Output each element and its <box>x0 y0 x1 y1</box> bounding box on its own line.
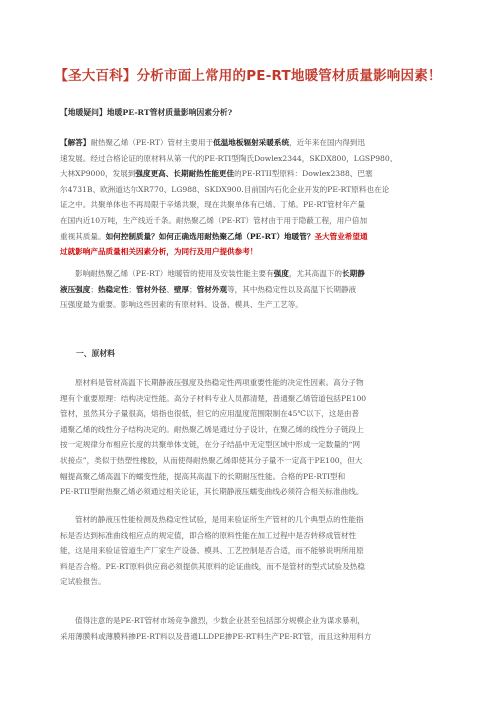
emphasis-text: 壁厚 <box>173 284 190 294</box>
influence-paragraph <box>60 266 437 282</box>
test-line: 定试验报告。 <box>60 577 106 587</box>
test-line: 标是否达到标准曲线相应点的规定值，即合格的原料性能在加工过程中是否转移成管材性 <box>60 530 357 540</box>
raw-line: 状接点”，类似于热塑性橡胶，从而使得耐热聚乙烯即使其分子量不一定高于PE100，但大 <box>60 455 363 465</box>
text-run: 耐热聚乙烯（PE-RT）管材主要用于 <box>90 138 214 147</box>
raw-line: PE-RTII型耐热聚乙烯必须通过相关论证，其长期静液压蠕变曲线必须符合相关标准曲线。 <box>60 487 364 497</box>
emphasis-text: 低温地板辐射采暖系统 <box>213 138 290 147</box>
answer-paragraph <box>60 135 437 260</box>
answer-line: 尔4731B、欧洲道达尔XR770、LG988、SKDX900.目前国内石化企业开发的PE-RT原料也在论 <box>60 184 390 194</box>
raw-line: 理有个重要原理：结构决定性能。高分子材料专业人员都清楚，普通聚乙烯管道包括PE100 <box>60 393 367 403</box>
text-run: 的PE-RTII型原料：Dowlex2388、巴塞 <box>234 169 373 179</box>
text-run: 重视其质量。 <box>60 231 106 241</box>
emphasis-text: 如何控制质量？如何正确选用耐热聚乙烯（PE-RT）地暖管？ <box>105 231 315 241</box>
highlight-text: 圣大管业希望通 <box>314 231 368 241</box>
answer-line: 在国内近10万吨，生产线近千条。耐热聚乙烯（PE-RT）管材由于用于隐蔽工程，用户倍加 <box>60 215 368 225</box>
text-run: 大林XP9000，发展到 <box>60 169 136 179</box>
emphasis-text: 强度更高、长期耐热性能更佳 <box>135 169 235 179</box>
influence-line <box>60 266 437 282</box>
raw-line: 原材料是管材高温下长期静液压强度及热稳定性两项重要性能的决定性因素。高分子物 <box>75 378 364 387</box>
influence-line: 压强度最为重要。影响这些因素的有原材料、设备、模具、生产工艺等。 <box>60 300 303 310</box>
influence-line <box>60 282 437 298</box>
text-run: 等，其中热稳定性以及高温下长期静液 <box>227 284 357 294</box>
raw-line: 按一定规律分布相应长度的共聚单体支链，在分子结晶中无定型区域中形成一定数量的“网 <box>60 440 361 450</box>
emphasis-text: 液压强度 <box>60 284 91 294</box>
answer-line: 过就影响产品质量相关因素分析，为同行及用户提供参考！ <box>60 247 258 257</box>
page-title: 【圣大百科】分析市面上常用的PE-RT地暖管材质量影响因素！ <box>54 68 442 84</box>
text-run: 影响耐热聚乙烯（PE-RT）地暖管的使用及安装性能主要有 <box>75 269 274 278</box>
text-run: ，尤其高温下的 <box>288 269 343 278</box>
raw-line: 幅提高聚乙烯高温下的蠕变性能，提高其高温下的长期耐压性能。合格的PE-RTI型和 <box>60 471 346 481</box>
answer-line: 速发展。经过合格论证的原材料从第一代的PE-RTI型陶氏Dowlex2344，SKDX800，LGSP980、 <box>60 153 398 163</box>
note-paragraph <box>60 613 437 644</box>
testing-paragraph <box>60 512 437 590</box>
answer-label: 【解答】 <box>60 138 91 147</box>
emphasis-text: 管材外观 <box>196 284 228 294</box>
answer-line <box>60 229 437 245</box>
test-line: 能，这是用来验证管道生产厂家生产设备、模具、工艺控制是否合适，而不能够说明所用原 <box>60 546 364 556</box>
text-run: ； <box>189 284 197 294</box>
note-line: 值得注意的是PE-RT管材市场竞争激烈，少数企业甚至包括部分规模企业为谋求暴利， <box>75 616 365 625</box>
emphasis-text: 热稳定性 <box>97 284 129 294</box>
raw-line: 通聚乙烯的线性分子结构决定的。耐热聚乙烯是通过分子设计，在聚乙烯的线性分子链段上 <box>60 424 364 434</box>
emphasis-text: 长期静 <box>342 269 365 278</box>
raw-line: 管材，虽然其分子量很高，熔指也很低，但它的应用温度范围限制在45℃以下，这是由普 <box>60 409 360 419</box>
emphasis-text: 强度 <box>273 269 289 278</box>
text-run: ； <box>90 284 98 294</box>
text-run: ，近年来在国内得到迅 <box>289 138 365 147</box>
section-heading-raw-material: 一、原材料 <box>76 349 115 358</box>
emphasis-text: 管材外径 <box>135 284 167 294</box>
note-line: 采用薄膜料或薄膜料掺PE-RT料以及普通LLDPE掺PE-RT料生产PE-RT管，而且这种用料方 <box>60 631 372 641</box>
text-run: 、 <box>166 284 174 294</box>
text-run: ； <box>128 284 136 294</box>
test-line: 管材的静液压性能检测及热稳定性试验，是用来验证所生产管材的几个典型点的性能指 <box>75 515 364 524</box>
influence-paragraph-cont <box>60 282 437 313</box>
answer-line: 证之中。共聚单体也不再局限于辛烯共聚，现在共聚单体有已烯、丁烯。PE-RT管材年产量 <box>60 200 365 210</box>
question-prefix: 【地暖疑问】 <box>60 108 107 117</box>
raw-material-paragraph <box>60 375 437 500</box>
test-line: 料是否合格。PE-RT原料供应商必须提供其原料的论证曲线，而不是管材的型式试验及热稳 <box>60 561 365 571</box>
answer-line <box>60 135 437 151</box>
question-text: 地暖PE-RT管材质量影响因素分析? <box>106 108 233 117</box>
question-heading <box>60 106 437 120</box>
answer-line <box>60 166 437 182</box>
